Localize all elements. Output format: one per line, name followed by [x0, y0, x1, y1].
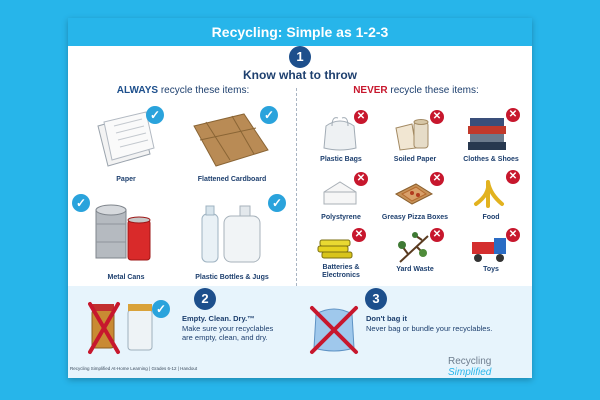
column-divider [296, 88, 297, 286]
item-label: Polystyrene [321, 214, 361, 221]
item-label: Plastic Bags [320, 156, 362, 163]
never-item-food [452, 170, 530, 228]
always-item-metal-cans [76, 194, 176, 286]
x-icon: ✕ [354, 110, 368, 124]
page-title: Recycling: Simple as 1-2-3 [68, 18, 532, 46]
check-icon: ✓ [268, 194, 286, 212]
step-2-body-line1: Make sure your recyclables [182, 324, 274, 333]
metal-can-icon [90, 196, 166, 266]
never-rest: recycle these items: [387, 85, 479, 96]
step-3-title: Don't bag it [366, 314, 407, 323]
step-3-body: Never bag or bundle your recyclables. [366, 324, 493, 333]
item-label: Batteries & Electronics [322, 264, 360, 279]
item-label: Clothes & Shoes [463, 156, 519, 163]
check-icon: ✓ [260, 106, 278, 124]
plastic-bottle-icon [188, 196, 272, 268]
brand-word1: Recycling [448, 356, 492, 367]
item-label: Food [482, 214, 500, 221]
x-icon: ✕ [430, 172, 444, 186]
never-item-yard-waste [378, 228, 452, 288]
check-icon: ✓ [146, 106, 164, 124]
x-icon: ✕ [430, 228, 444, 242]
x-icon: ✕ [352, 228, 366, 242]
never-heading [306, 85, 526, 96]
item-label: Greasy Pizza Boxes [381, 214, 449, 221]
always-item-plastic-bottles [176, 194, 288, 286]
handout-sheet [68, 18, 532, 378]
item-label: Paper [116, 176, 136, 183]
never-item-pizza-boxes [378, 170, 452, 228]
banana-peel-icon [466, 174, 512, 212]
item-label: Soiled Paper [393, 156, 437, 163]
never-item-plastic-bags [304, 106, 378, 168]
brand-word2: Simplified [448, 367, 492, 378]
always-item-cardboard [176, 104, 288, 192]
never-bold: NEVER [353, 85, 388, 96]
never-item-soiled-paper [378, 106, 452, 168]
always-bold: ALWAYS [116, 85, 159, 96]
blue-bag-icon [308, 300, 364, 356]
check-icon: ✓ [72, 194, 90, 212]
jars-icon [88, 300, 158, 356]
x-icon: ✕ [354, 172, 368, 186]
always-heading [78, 85, 288, 96]
always-item-paper [76, 104, 176, 192]
step-1-heading: Know what to throw [243, 68, 357, 82]
item-label: Metal Cans [107, 274, 145, 281]
step-2-title: Empty. Clean. Dry.™ [182, 314, 255, 323]
x-icon: ✕ [506, 228, 520, 242]
step-2-body-line2: are empty, clean, and dry. [182, 333, 268, 342]
x-icon: ✕ [506, 108, 520, 122]
item-label: Toys [483, 266, 499, 273]
never-item-batteries [304, 228, 378, 288]
check-icon: ✓ [152, 300, 170, 318]
item-label: Plastic Bottles & Jugs [195, 274, 269, 281]
x-icon: ✕ [506, 170, 520, 184]
step-3-badge: 3 [365, 288, 387, 310]
never-item-polystyrene [304, 170, 378, 228]
never-item-toys [452, 228, 530, 288]
step-2-badge: 2 [194, 288, 216, 310]
x-icon: ✕ [430, 110, 444, 124]
clothes-icon [464, 110, 512, 152]
footer-text: Recycling Simplified At-Home Learning | Grades 6-12 | Handout [70, 366, 198, 371]
step-1-badge: 1 [289, 46, 311, 68]
cardboard-icon [184, 110, 272, 172]
item-label: Flattened Cardboard [197, 176, 267, 183]
brand-logo [448, 356, 532, 378]
item-label: Yard Waste [396, 266, 434, 273]
never-item-clothes-shoes [452, 106, 530, 168]
always-rest: recycle these items: [158, 85, 250, 96]
